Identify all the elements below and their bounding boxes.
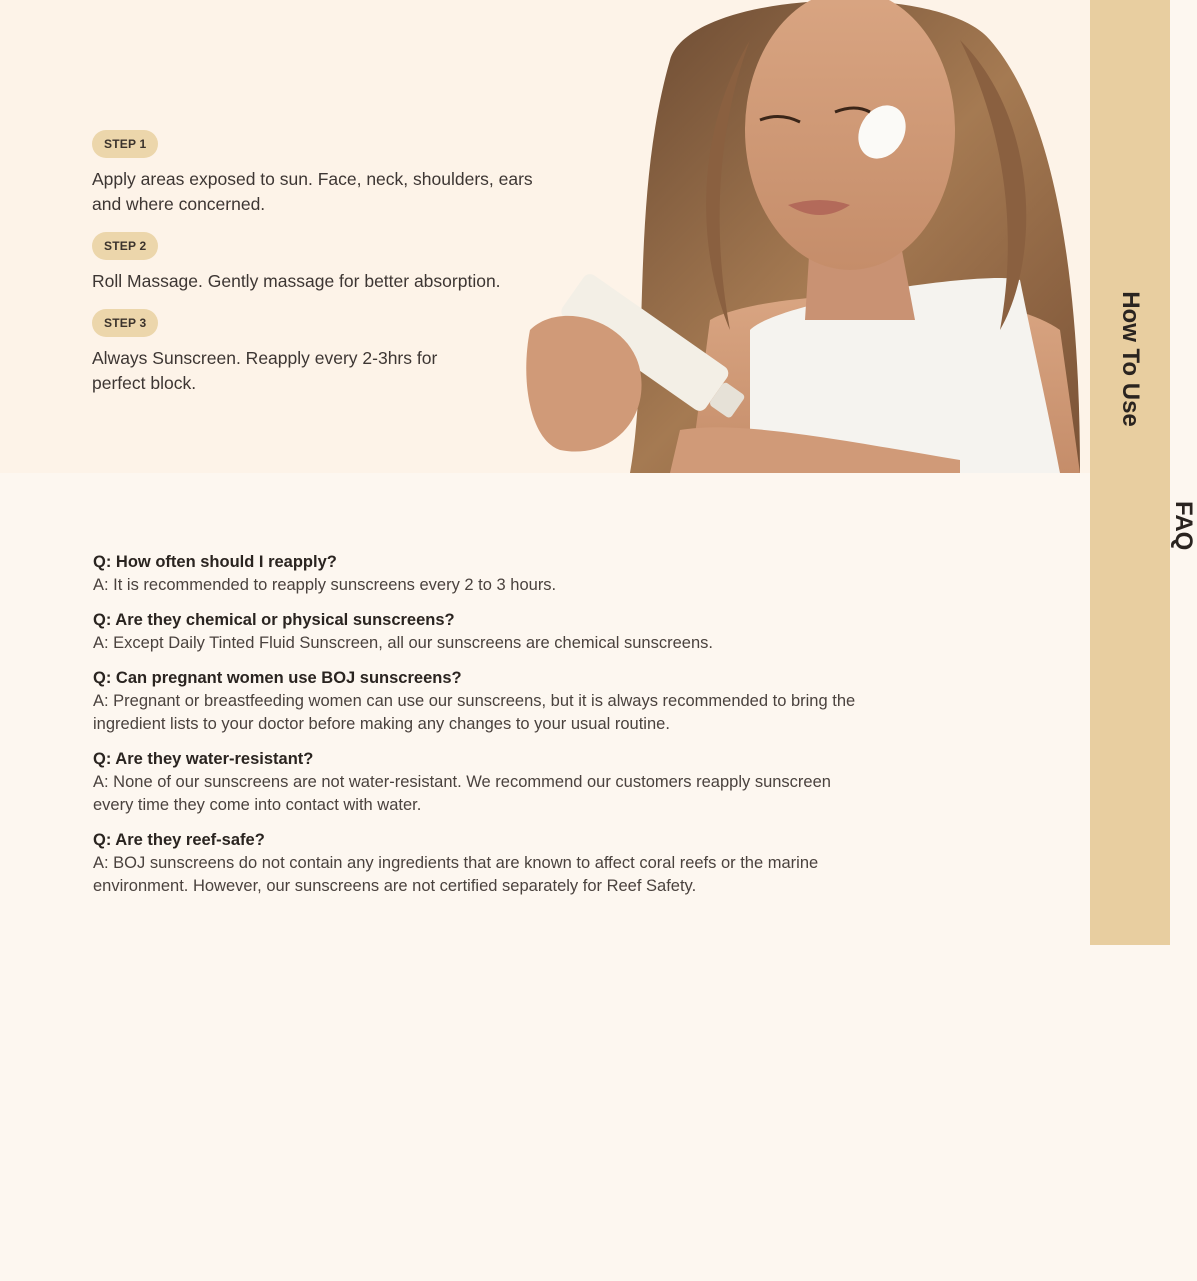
faq-item [93, 829, 873, 898]
step-1 [92, 130, 552, 217]
how-to-use-tab-label[interactable]: How To Use [1117, 291, 1144, 427]
faq-answer: A: It is recommended to reapply sunscreens every 2 to 3 hours. [93, 576, 557, 594]
step-1-badge: STEP 1 [92, 130, 158, 158]
faq-item [93, 551, 873, 597]
how-to-use-section [0, 0, 1090, 473]
faq-item [93, 609, 873, 655]
faq-item [93, 748, 873, 817]
steps-list [92, 130, 552, 411]
step-3-text: Always Sunscreen. Reapply every 2-3hrs for perfect block. [92, 348, 438, 393]
faq-question: Q: Are they chemical or physical sunscreens? [93, 611, 455, 629]
faq-answer: A: BOJ sunscreens do not contain any ingredients that are known to affect coral reefs or the marine environment. However, our sunscreens are not certified separately for Reef Safety. [93, 854, 819, 895]
faq-answer: A: Pregnant or breastfeeding women can use our sunscreens, but it is always recommended to bring the ingredient lists to your doctor before making any changes to your usual routine. [93, 692, 856, 733]
model-applying-sunscreen-image [520, 0, 1090, 473]
faq-answer: A: Except Daily Tinted Fluid Sunscreen, all our sunscreens are chemical sunscreens. [93, 634, 713, 652]
faq-tab-label[interactable]: FAQ [1170, 501, 1197, 551]
step-2-badge: STEP 2 [92, 232, 158, 260]
faq-question: Q: Can pregnant women use BOJ sunscreens? [93, 669, 462, 687]
step-3-badge: STEP 3 [92, 309, 158, 337]
step-3 [92, 309, 552, 396]
step-2 [92, 232, 552, 294]
faq-item [93, 667, 873, 736]
faq-list [93, 551, 873, 910]
faq-answer: A: None of our sunscreens are not water-resistant. We recommend our customers reapply sunscreen every time they come into contact with water. [93, 773, 831, 814]
step-1-text: Apply areas exposed to sun. Face, neck, shoulders, ears and where concerned. [92, 169, 533, 214]
step-2-text: Roll Massage. Gently massage for better absorption. [92, 271, 501, 291]
model-illustration [520, 0, 1090, 473]
faq-question: Q: How often should I reapply? [93, 553, 337, 571]
side-labels [1090, 0, 1197, 945]
faq-question: Q: Are they water-resistant? [93, 750, 314, 768]
faq-question: Q: Are they reef-safe? [93, 831, 265, 849]
